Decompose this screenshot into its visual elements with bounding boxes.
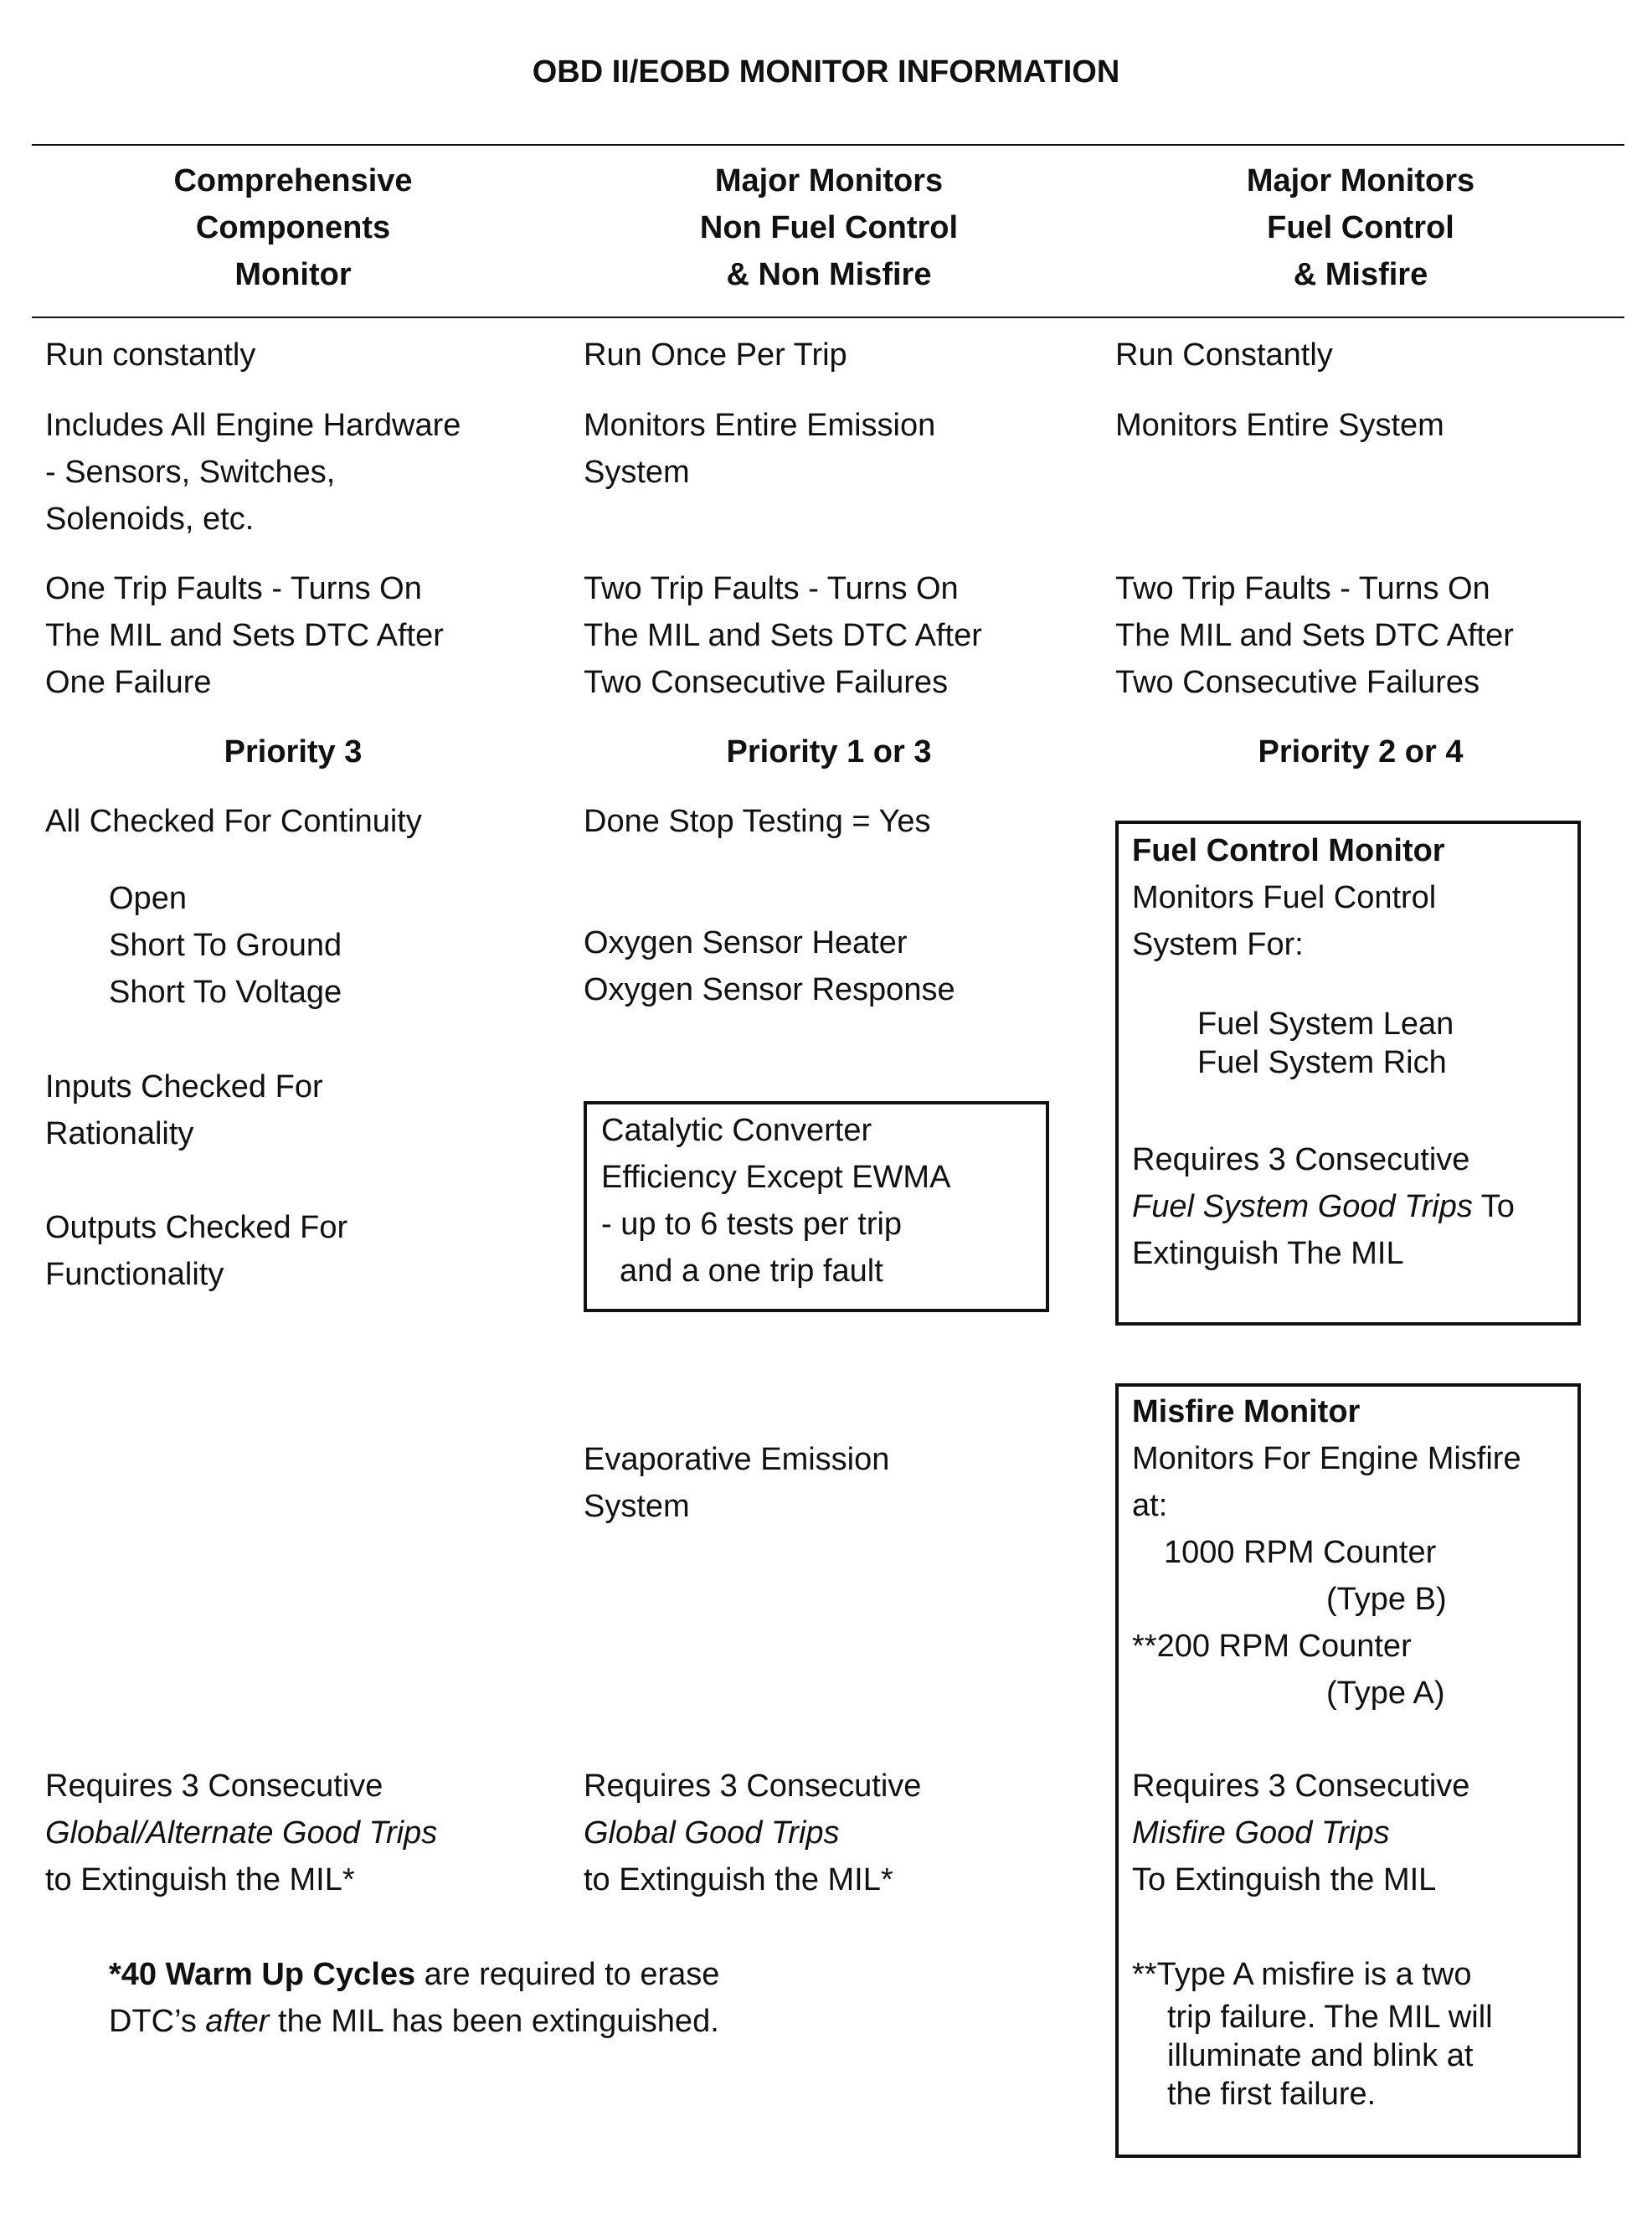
col2-requires: Requires 3 Consecutive Global Good Trips to Extinguish the MIL* [584, 1769, 922, 1897]
col1-requires: Requires 3 Consecutive Global/Alternate Good Trips to Extinguish the MIL* [45, 1769, 438, 1897]
catalytic-converter-text: Catalytic Converter Efficiency Except EWMA - up to 6 tests per trip and a one trip fault [601, 1113, 951, 1289]
col3-run: Run Constantly [1115, 337, 1333, 373]
col1-priority: Priority 3 [224, 734, 363, 770]
col3-faults: Two Trip Faults - Turns On The MIL and Sets DTC After Two Consecutive Failures [1115, 571, 1514, 700]
col1-faults: One Trip Faults - Turns On The MIL and Sets DTC After One Failure [45, 571, 444, 700]
col2-done-stop-testing: Done Stop Testing = Yes [584, 804, 931, 839]
column-header-fuel-misfire: Major Monitors Fuel Control & Misfire [1246, 163, 1475, 292]
column-header-non-fuel: Major Monitors Non Fuel Control & Non Misfire [699, 163, 959, 292]
col2-priority: Priority 1 or 3 [726, 734, 932, 770]
col3-monitors: Monitors Entire System [1115, 408, 1444, 443]
col1-outputs: Outputs Checked For Functionality [45, 1210, 348, 1292]
col3-priority: Priority 2 or 4 [1258, 734, 1464, 770]
page-title: OBD II/EOBD MONITOR INFORMATION [532, 54, 1120, 90]
header-top-rule [32, 144, 1624, 146]
misfire-monitor-title: Misfire Monitor [1132, 1394, 1361, 1429]
col1-includes: Includes All Engine Hardware - Sensors, Switches, Solenoids, etc. [45, 408, 461, 537]
misfire-monitor-text: Misfire Monitor Monitors For Engine Misfire at: 1000 RPM Counter (Type B) **200 RPM Counter (Type A) [1132, 1388, 1521, 1717]
col1-continuity: All Checked For Continuity [45, 804, 422, 839]
fuel-control-monitor-title: Fuel Control Monitor [1132, 833, 1445, 868]
column-header-comprehensive: Comprehensive Components Monitor [173, 163, 413, 292]
misfire-type-a-note: **Type A misfire is a two trip failure. The MIL will illuminate and blink at the first failure. [1132, 1957, 1493, 2112]
col1-inputs: Inputs Checked For Rationality [45, 1069, 323, 1151]
fuel-system-conditions: Fuel System Lean Fuel System Rich [1197, 1007, 1454, 1080]
col2-oxygen-sensor: Oxygen Sensor Heater Oxygen Sensor Response [584, 925, 955, 1007]
fuel-control-requires: Requires 3 Consecutive Fuel System Good Trips To Extinguish The MIL [1132, 1142, 1515, 1271]
fuel-control-monitor-text: Fuel Control Monitor Monitors Fuel Control System For: [1132, 827, 1445, 968]
col2-run: Run Once Per Trip [584, 337, 847, 373]
misfire-requires: Requires 3 Consecutive Misfire Good Trips To Extinguish the MIL [1132, 1769, 1470, 1897]
col1-continuity-checks: Open Short To Ground Short To Voltage [109, 881, 342, 1010]
footnote: *40 Warm Up Cycles are required to erase DTC’s after the MIL has been extinguished. [109, 1957, 720, 2039]
col2-monitors: Monitors Entire Emission System [584, 408, 936, 490]
col1-run: Run constantly [45, 337, 256, 373]
col2-faults: Two Trip Faults - Turns On The MIL and Sets DTC After Two Consecutive Failures [584, 571, 982, 700]
header-bottom-rule [32, 317, 1624, 318]
col2-evaporative: Evaporative Emission System [584, 1442, 890, 1524]
